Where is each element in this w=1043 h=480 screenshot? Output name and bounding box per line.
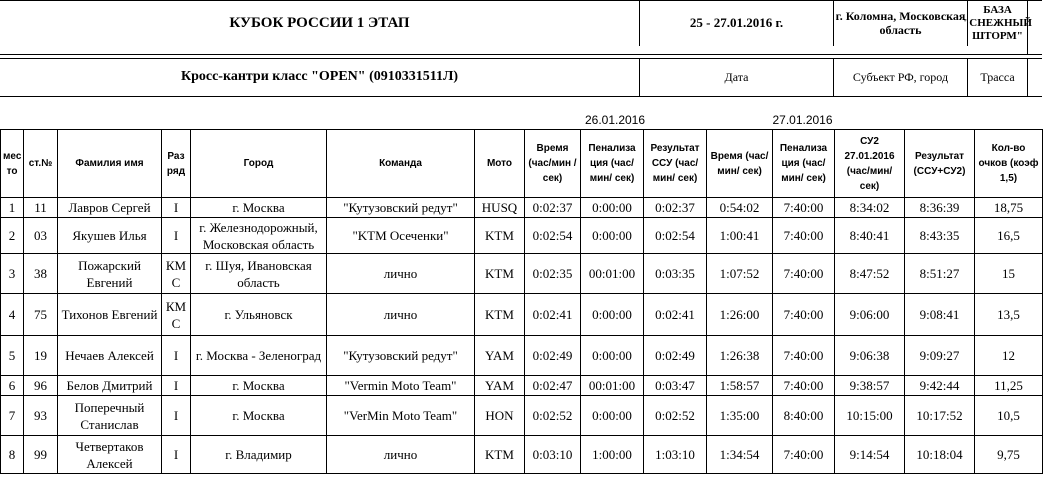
cell-time1: 0:02:37: [525, 198, 581, 218]
cell-result-ssu: 1:03:10: [644, 436, 707, 474]
cell-result-total: 10:17:52: [905, 396, 975, 436]
cell-result-ssu: 0:02:52: [644, 396, 707, 436]
cell-result-ssu: 0:02:37: [644, 198, 707, 218]
cell-moto: KTM: [475, 294, 525, 336]
col-place: мес то: [1, 130, 24, 198]
cell-team: "Vermin Moto Team": [327, 376, 475, 396]
cell-points: 9,75: [975, 436, 1043, 474]
col-moto: Мото: [475, 130, 525, 198]
cell-rank: I: [162, 396, 191, 436]
cell-place: 5: [1, 336, 24, 376]
table-row: [1, 376, 1043, 396]
cell-moto: KTM: [475, 254, 525, 294]
label-track: Трасса: [968, 58, 1028, 96]
cell-team: лично: [327, 254, 475, 294]
cell-start-no: 11: [24, 198, 58, 218]
cell-city: г. Москва: [191, 198, 327, 218]
cell-result-total: 8:43:35: [905, 218, 975, 254]
cell-start-no: 03: [24, 218, 58, 254]
cell-result-total: 9:42:44: [905, 376, 975, 396]
col-penalty2: Пенализа ция (час/мин/ сек): [773, 130, 835, 198]
cell-result-total: 9:08:41: [905, 294, 975, 336]
event-title: КУБОК РОССИИ 1 ЭТАП: [0, 0, 640, 46]
col-penalty1: Пенализа ция (час/мин/ сек): [581, 130, 644, 198]
col-name: Фамилия имя: [58, 130, 162, 198]
cell-team: "Кутузовский редут": [327, 336, 475, 376]
col-city: Город: [191, 130, 327, 198]
col-result-ssu: Результат ССУ (час/мин/ сек): [644, 130, 707, 198]
cell-penalty2: 7:40:00: [773, 294, 835, 336]
cell-name: Четвертаков Алексей: [58, 436, 162, 474]
cell-penalty2: 8:40:00: [773, 396, 835, 436]
cell-rank: КМ С: [162, 294, 191, 336]
cell-su2: 9:06:38: [835, 336, 905, 376]
label-date: Дата: [640, 58, 834, 96]
cell-penalty2: 7:40:00: [773, 254, 835, 294]
cell-penalty2: 7:40:00: [773, 336, 835, 376]
cell-result-ssu: 0:02:54: [644, 218, 707, 254]
cell-team: "VerMin Moto Team": [327, 396, 475, 436]
cell-city: г. Шуя, Ивановская область: [191, 254, 327, 294]
cell-su2: 8:34:02: [835, 198, 905, 218]
cell-time2: 0:54:02: [707, 198, 773, 218]
cell-team: лично: [327, 436, 475, 474]
cell-place: 7: [1, 396, 24, 436]
cell-city: г. Москва - Зеленоград: [191, 336, 327, 376]
cell-city: г. Железнодорожный, Московская область: [191, 218, 327, 254]
cell-result-ssu: 0:02:49: [644, 336, 707, 376]
cell-time1: 0:02:35: [525, 254, 581, 294]
cell-place: 3: [1, 254, 24, 294]
cell-place: 4: [1, 294, 24, 336]
cell-start-no: 19: [24, 336, 58, 376]
cell-penalty1: 00:01:00: [581, 376, 644, 396]
col-points: Кол-во очков (коэф 1,5): [975, 130, 1043, 198]
event-track: БАЗА "СНЕЖНЫЙ ШТОРМ": [968, 0, 1028, 54]
cell-name: Лавров Сергей: [58, 198, 162, 218]
cell-time1: 0:02:41: [525, 294, 581, 336]
col-team: Команда: [327, 130, 475, 198]
cell-points: 11,25: [975, 376, 1043, 396]
day1-date: 26.01.2016: [584, 113, 646, 127]
cell-start-no: 38: [24, 254, 58, 294]
cell-rank: I: [162, 218, 191, 254]
cell-time1: 0:02:47: [525, 376, 581, 396]
table-row: [1, 294, 1043, 336]
cell-time1: 0:02:52: [525, 396, 581, 436]
cell-moto: YAM: [475, 336, 525, 376]
cell-city: г. Владимир: [191, 436, 327, 474]
cell-start-no: 96: [24, 376, 58, 396]
cell-penalty2: 7:40:00: [773, 218, 835, 254]
cell-su2: 9:38:57: [835, 376, 905, 396]
cell-place: 2: [1, 218, 24, 254]
cell-rank: I: [162, 376, 191, 396]
cell-city: г. Москва: [191, 396, 327, 436]
cell-points: 18,75: [975, 198, 1043, 218]
cell-time2: 1:58:57: [707, 376, 773, 396]
cell-penalty1: 1:00:00: [581, 436, 644, 474]
event-dates: 25 - 27.01.2016 г.: [640, 0, 834, 46]
cell-rank: I: [162, 198, 191, 218]
cell-penalty1: 0:00:00: [581, 294, 644, 336]
cell-place: 1: [1, 198, 24, 218]
class-title: Кросс-кантри класс "OPEN" (0910331511Л): [0, 58, 640, 96]
table-row: [1, 396, 1043, 436]
cell-time2: 1:34:54: [707, 436, 773, 474]
cell-moto: HON: [475, 396, 525, 436]
cell-penalty1: 0:00:00: [581, 396, 644, 436]
cell-penalty1: 0:00:00: [581, 336, 644, 376]
cell-penalty2: 7:40:00: [773, 198, 835, 218]
cell-su2: 10:15:00: [835, 396, 905, 436]
cell-result-total: 8:36:39: [905, 198, 975, 218]
cell-time1: 0:02:49: [525, 336, 581, 376]
cell-start-no: 99: [24, 436, 58, 474]
table-row: [1, 254, 1043, 294]
cell-time2: 1:26:38: [707, 336, 773, 376]
cell-result-ssu: 0:02:41: [644, 294, 707, 336]
cell-time2: 1:35:00: [707, 396, 773, 436]
day2-date: 27.01.2016: [772, 113, 833, 127]
cell-time2: 1:00:41: [707, 218, 773, 254]
cell-team: "Кутузовский редут": [327, 198, 475, 218]
cell-place: 6: [1, 376, 24, 396]
table-row: [1, 198, 1043, 218]
cell-su2: 8:40:41: [835, 218, 905, 254]
header-row: [1, 130, 1043, 198]
cell-start-no: 75: [24, 294, 58, 336]
cell-moto: HUSQ: [475, 198, 525, 218]
cell-result-ssu: 0:03:35: [644, 254, 707, 294]
label-region: Субъект РФ, город: [834, 58, 968, 96]
cell-place: 8: [1, 436, 24, 474]
cell-name: Белов Дмитрий: [58, 376, 162, 396]
col-time1: Время (час/мин /сек): [525, 130, 581, 198]
cell-result-total: 9:09:27: [905, 336, 975, 376]
cell-su2: 9:14:54: [835, 436, 905, 474]
cell-time1: 0:02:54: [525, 218, 581, 254]
col-result-total: Результат (ССУ+СУ2): [905, 130, 975, 198]
cell-points: 10,5: [975, 396, 1043, 436]
cell-su2: 8:47:52: [835, 254, 905, 294]
cell-points: 12: [975, 336, 1043, 376]
cell-rank: I: [162, 336, 191, 376]
cell-city: г. Москва: [191, 376, 327, 396]
col-start-no: ст.№: [24, 130, 58, 198]
cell-time2: 1:07:52: [707, 254, 773, 294]
table-row: [1, 436, 1043, 474]
cell-name: Поперечный Станислав: [58, 396, 162, 436]
cell-team: лично: [327, 294, 475, 336]
table-row: [1, 336, 1043, 376]
cell-penalty1: 0:00:00: [581, 218, 644, 254]
cell-city: г. Ульяновск: [191, 294, 327, 336]
cell-name: Тихонов Евгений: [58, 294, 162, 336]
cell-name: Пожарский Евгений: [58, 254, 162, 294]
cell-rank: I: [162, 436, 191, 474]
cell-name: Нечаев Алексей: [58, 336, 162, 376]
cell-points: 15: [975, 254, 1043, 294]
table-row: [1, 218, 1043, 254]
cell-moto: KTM: [475, 436, 525, 474]
cell-rank: КМ С: [162, 254, 191, 294]
cell-result-total: 10:18:04: [905, 436, 975, 474]
col-su2: СУ2 27.01.2016 (час/мин/ сек): [835, 130, 905, 198]
cell-points: 13,5: [975, 294, 1043, 336]
cell-penalty2: 7:40:00: [773, 376, 835, 396]
cell-moto: YAM: [475, 376, 525, 396]
cell-moto: KTM: [475, 218, 525, 254]
col-rank: Раз ряд: [162, 130, 191, 198]
cell-time1: 0:03:10: [525, 436, 581, 474]
cell-name: Якушев Илья: [58, 218, 162, 254]
cell-time2: 1:26:00: [707, 294, 773, 336]
cell-result-total: 8:51:27: [905, 254, 975, 294]
results-table: [0, 129, 1043, 474]
cell-penalty1: 00:01:00: [581, 254, 644, 294]
col-time2: Время (час/мин/ сек): [707, 130, 773, 198]
cell-penalty2: 7:40:00: [773, 436, 835, 474]
event-location: г. Коломна, Московская область: [834, 0, 968, 46]
cell-points: 16,5: [975, 218, 1043, 254]
cell-start-no: 93: [24, 396, 58, 436]
cell-su2: 9:06:00: [835, 294, 905, 336]
cell-team: "KTM Осеченки": [327, 218, 475, 254]
cell-result-ssu: 0:03:47: [644, 376, 707, 396]
cell-penalty1: 0:00:00: [581, 198, 644, 218]
